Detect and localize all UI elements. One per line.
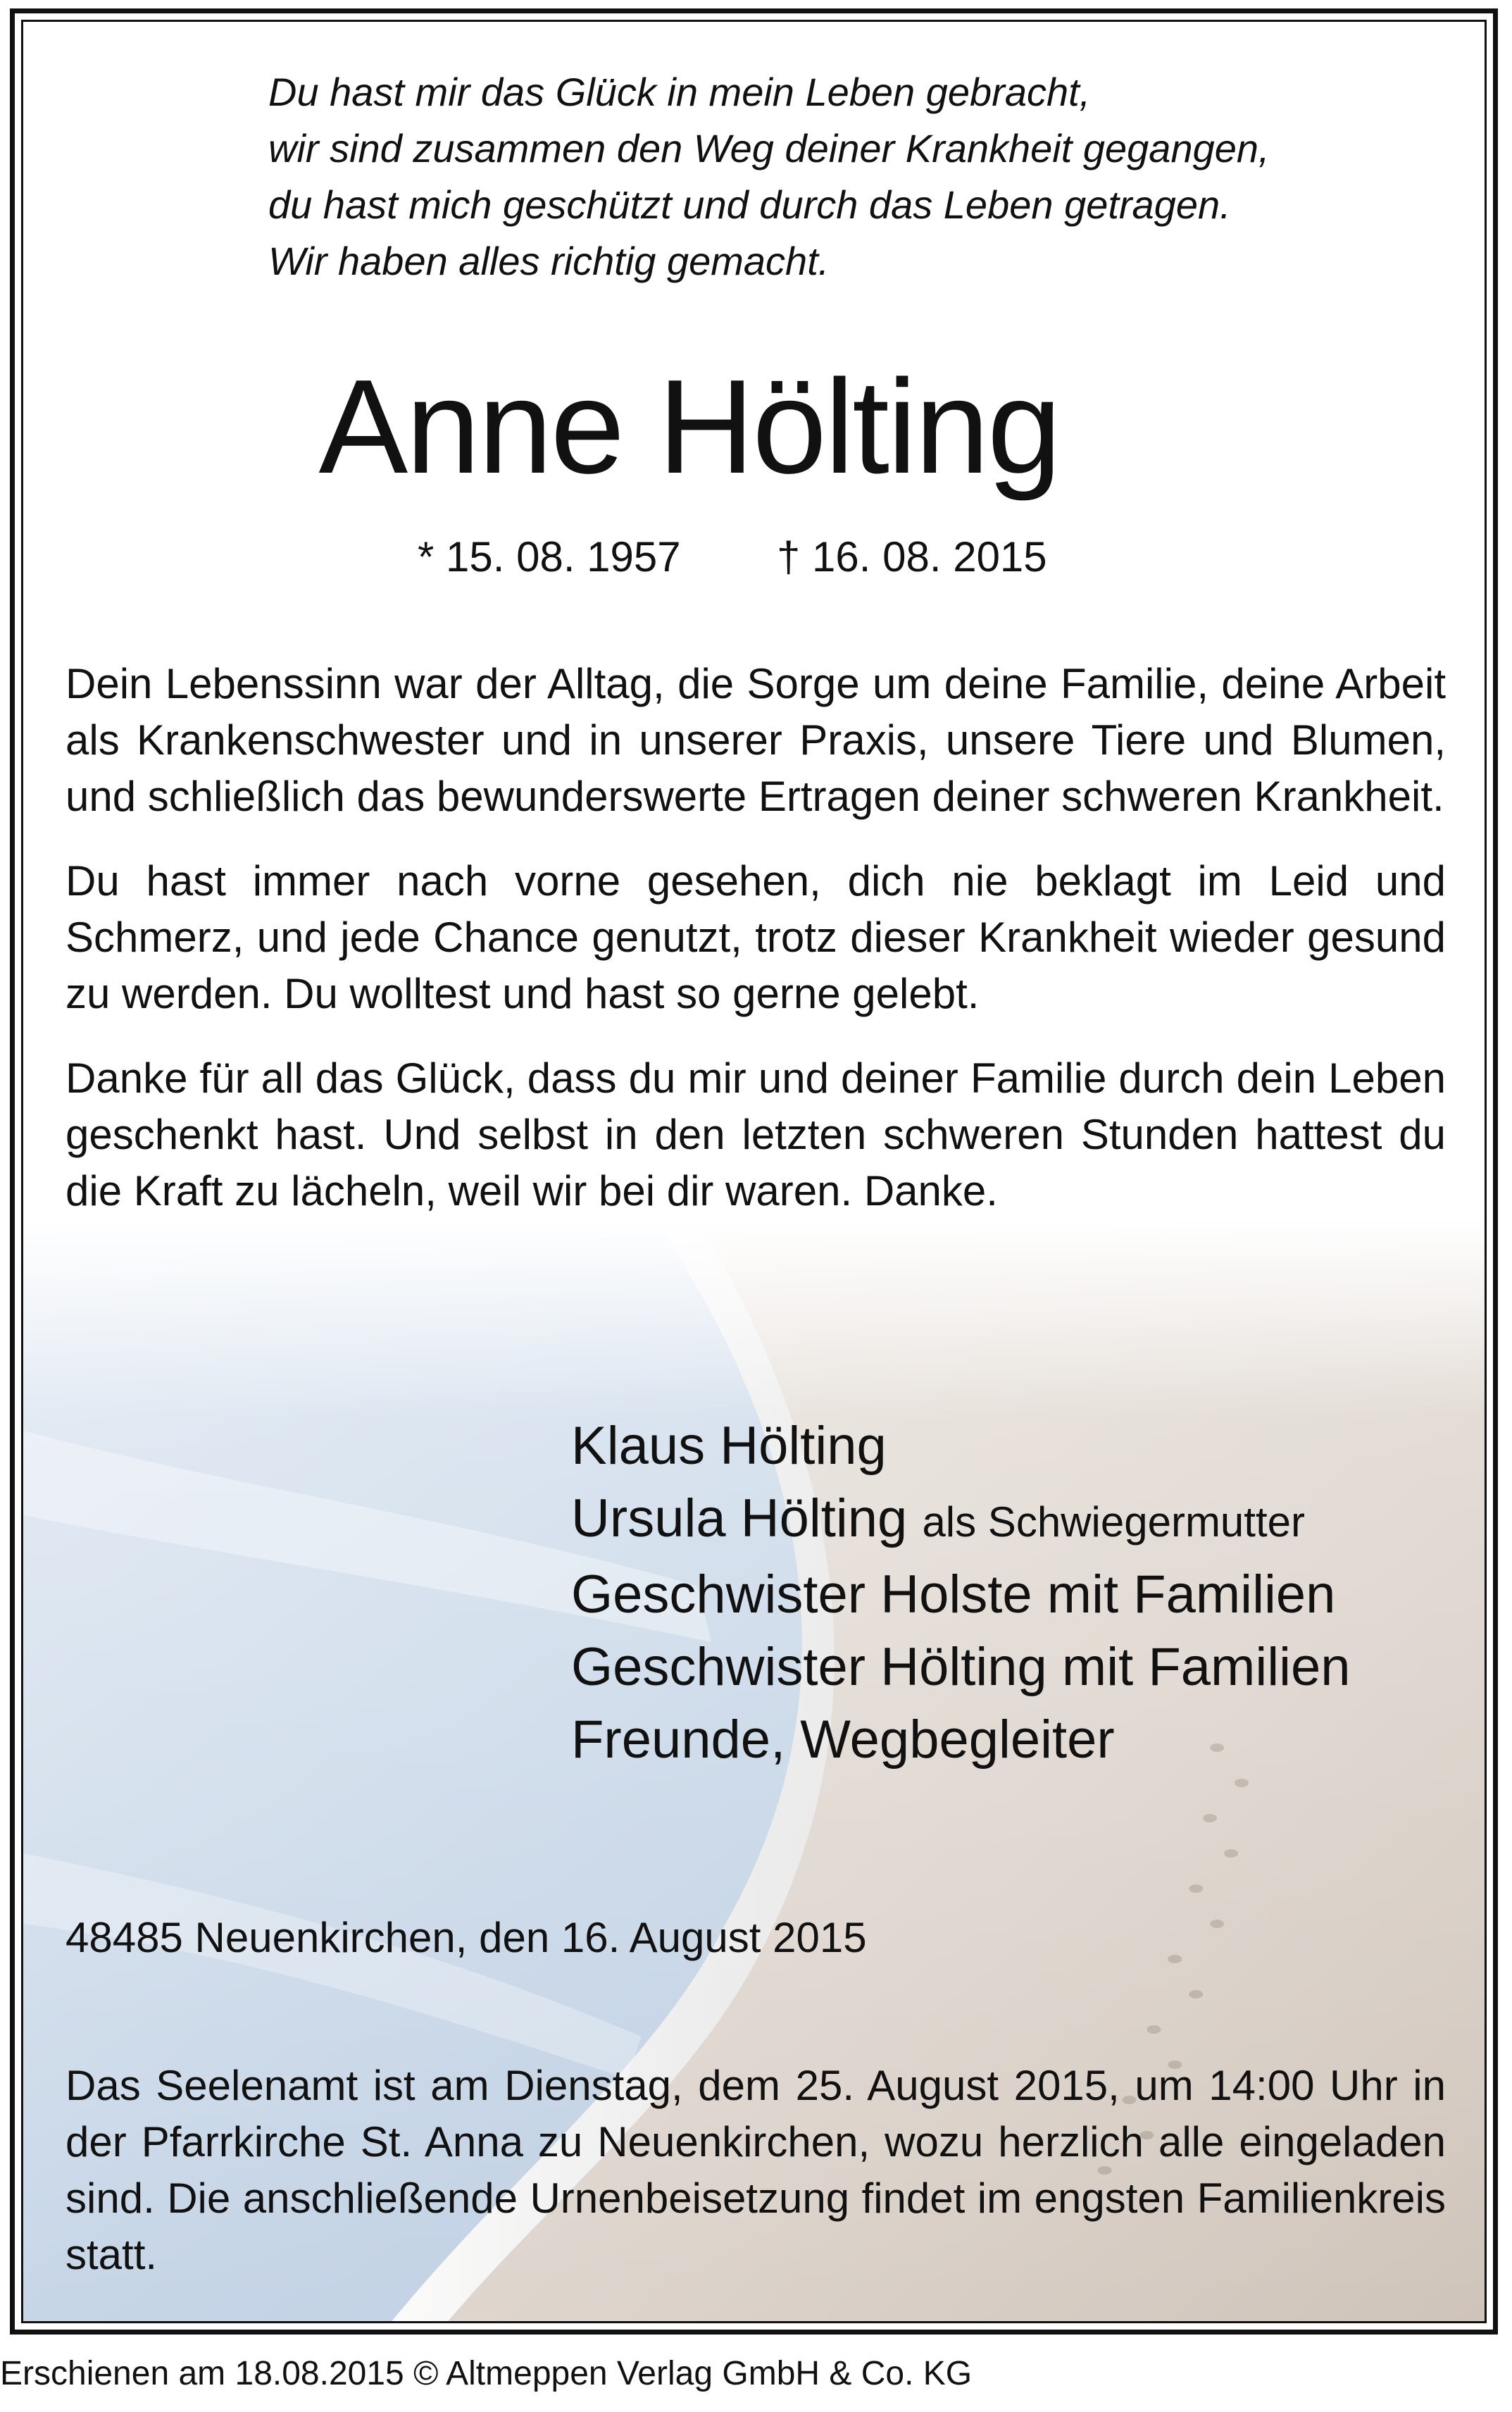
life-dates	[418, 529, 1047, 585]
tribute-paragraph: Danke für all das Glück, dass du mir und deiner Familie durch dein Leben geschenkt hast. Und selbst in den letzten schweren Stunden hattest du die Kraft zu lächeln, weil wir bei dir waren. Danke.	[65, 1055, 1446, 1214]
tribute-paragraph: Dein Lebenssinn war der Alltag, die Sorge um deine Familie, deine Arbeit als Krankenschwester und in unserer Praxis, unsere Tiere und Blumen, und schließlich das bewunderswerte Ertragen deiner schweren Krankheit.	[65, 660, 1446, 820]
tribute-paragraph: Du hast immer nach vorne gesehen, dich nie beklagt im Leid und Schmerz, und jede Chance genutzt, trotz dieser Krankheit wieder gesund zu werden. Du wolltest und hast so gerne gelebt.	[65, 857, 1446, 1017]
mourner-relation: als Schwiegermutter	[922, 1498, 1305, 1546]
poem	[268, 64, 1270, 290]
mourners-list	[571, 1410, 1351, 1776]
tribute-text	[65, 656, 1446, 1248]
poem-line: Du hast mir das Glück in mein Leben gebracht,	[268, 70, 1091, 114]
birth-date: * 15. 08. 1957	[418, 533, 681, 580]
mourner: Freunde, Wegbegleiter	[571, 1710, 1115, 1770]
death-date: † 16. 08. 2015	[777, 533, 1047, 580]
mourner: Klaus Hölting	[571, 1416, 887, 1476]
poem-line: wir sind zusammen den Weg deiner Krankheit gegangen,	[268, 126, 1270, 170]
funeral-notice: Das Seelenamt ist am Dienstag, dem 25. August 2015, um 14:00 Uhr in der Pfarrkirche St. Anna zu Neuenkirchen, wozu herzlich alle eingeladen sind. Die anschließende Urnenbeisetzung findet im engsten Familienkreis statt.	[65, 2062, 1446, 2278]
poem-line: Wir haben alles richtig gemacht.	[268, 239, 830, 283]
poem-line: du hast mich geschützt und durch das Leben getragen.	[268, 182, 1231, 227]
mourner	[571, 1482, 1351, 1558]
obituary-card	[21, 20, 1487, 2323]
place-and-date: 48485 Neuenkirchen, den 16. August 2015	[65, 1914, 867, 1961]
mourner-name: Ursula Hölting	[571, 1488, 908, 1548]
publication-footer: Erschienen am 18.08.2015 © Altmeppen Verlag GmbH & Co. KG	[0, 2355, 973, 2392]
mourner: Geschwister Hölting mit Familien	[571, 1637, 1351, 1697]
mourner: Geschwister Holste mit Familien	[571, 1565, 1336, 1624]
deceased-name: Anne Hölting	[318, 352, 1060, 502]
